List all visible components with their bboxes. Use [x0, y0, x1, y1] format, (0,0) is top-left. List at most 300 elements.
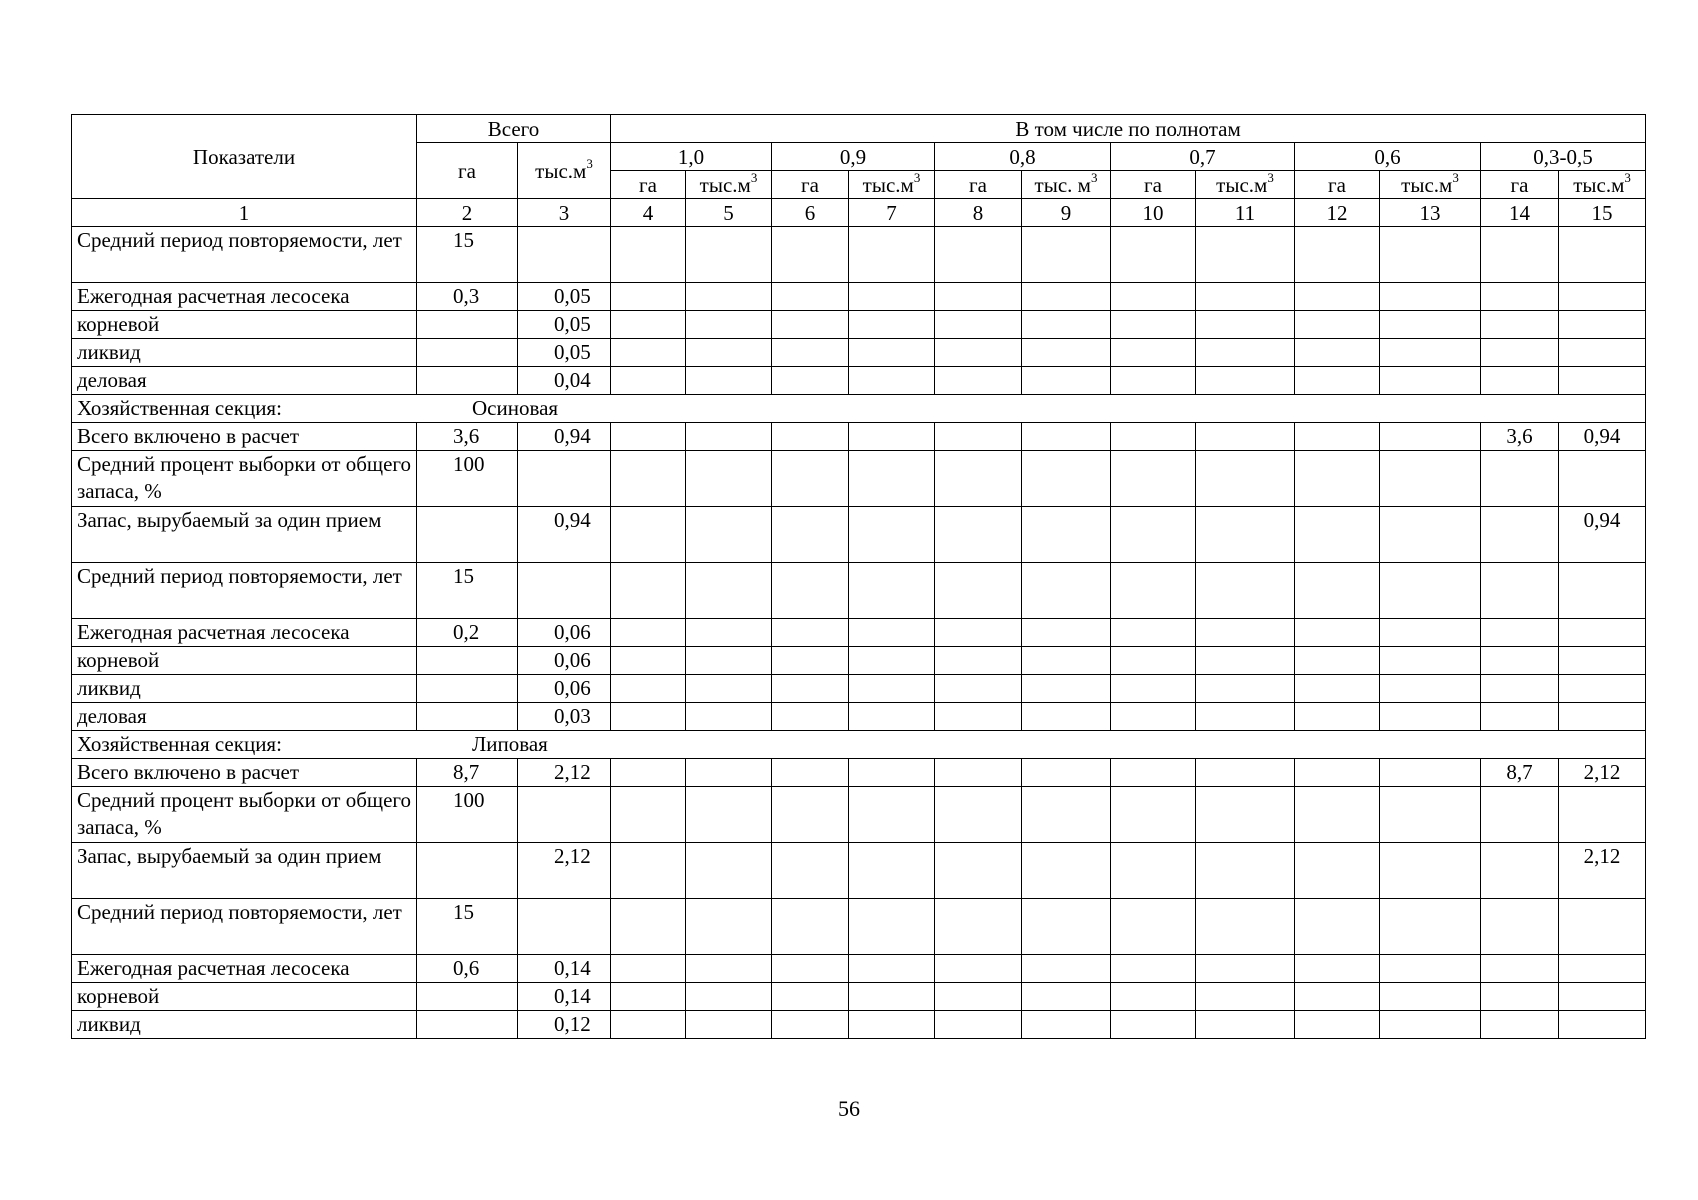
cell-total-ha	[417, 507, 518, 563]
cell-total-ha	[417, 1011, 518, 1039]
cell-empty	[849, 843, 935, 899]
cell-empty	[1111, 451, 1196, 507]
cell-empty	[935, 507, 1022, 563]
cell-total-ha: 8,7	[417, 759, 518, 787]
header-by-density: В том числе по полнотам	[611, 115, 1646, 143]
header-density-4: 0,7	[1111, 143, 1295, 171]
cell-empty	[1022, 675, 1111, 703]
cell-density-low-ha	[1481, 283, 1559, 311]
cell-empty	[1380, 283, 1481, 311]
cell-density-low-m3	[1559, 619, 1646, 647]
cell-total-m3: 0,06	[518, 619, 611, 647]
row-label: ликвид	[72, 339, 417, 367]
table-row	[72, 843, 1646, 899]
table-row	[72, 787, 1646, 843]
section-header-row	[72, 731, 1646, 759]
table-row	[72, 1011, 1646, 1039]
cell-total-ha: 15	[417, 227, 518, 283]
cell-density-low-ha	[1481, 955, 1559, 983]
cell-empty	[1295, 703, 1380, 731]
header-m3: тыс. $м^3$	[1022, 171, 1111, 199]
cell-total-m3: 0,14	[518, 983, 611, 1011]
cell-empty	[1380, 311, 1481, 339]
cell-empty	[611, 283, 686, 311]
cell-empty	[1111, 787, 1196, 843]
cell-density-low-ha	[1481, 983, 1559, 1011]
header-indicators: Показатели	[72, 115, 417, 199]
cell-density-low-ha	[1481, 1011, 1559, 1039]
cell-density-low-m3	[1559, 787, 1646, 843]
table-row	[72, 955, 1646, 983]
cell-empty	[1022, 339, 1111, 367]
row-label: Всего включено в расчет	[72, 423, 417, 451]
cell-empty	[1380, 675, 1481, 703]
cell-total-m3	[518, 563, 611, 619]
cell-density-low-ha	[1481, 311, 1559, 339]
cell-empty	[1022, 227, 1111, 283]
cell-empty	[1111, 423, 1196, 451]
row-label: ликвид	[72, 675, 417, 703]
cell-empty	[772, 227, 849, 283]
cell-empty	[1022, 451, 1111, 507]
cell-empty	[1022, 703, 1111, 731]
row-label: Средний период повторяемости, лет	[72, 899, 417, 955]
column-number-row	[72, 199, 1646, 227]
cell-total-ha: 100	[417, 787, 518, 843]
cell-empty	[1022, 423, 1111, 451]
cell-empty	[686, 955, 772, 983]
cell-empty	[686, 787, 772, 843]
cell-total-ha	[417, 675, 518, 703]
row-label: деловая	[72, 367, 417, 395]
cell-empty	[1022, 899, 1111, 955]
section-header	[72, 395, 1646, 423]
header-total: Всего	[417, 115, 611, 143]
cell-density-low-m3: 0,94	[1559, 423, 1646, 451]
cell-total-m3: 0,14	[518, 955, 611, 983]
cell-total-ha	[417, 311, 518, 339]
cell-empty	[1022, 1011, 1111, 1039]
cell-empty	[1022, 787, 1111, 843]
cell-empty	[1295, 787, 1380, 843]
cell-empty	[686, 227, 772, 283]
cell-empty	[849, 367, 935, 395]
cell-empty	[1022, 955, 1111, 983]
cell-empty	[1295, 1011, 1380, 1039]
cell-empty	[686, 899, 772, 955]
cell-empty	[1380, 367, 1481, 395]
cell-empty	[1380, 451, 1481, 507]
cell-density-low-ha	[1481, 703, 1559, 731]
cell-empty	[611, 703, 686, 731]
cell-empty	[935, 1011, 1022, 1039]
cell-empty	[1196, 283, 1295, 311]
cell-empty	[1196, 675, 1295, 703]
cell-empty	[849, 339, 935, 367]
cell-total-ha	[417, 647, 518, 675]
cell-empty	[772, 843, 849, 899]
cell-empty	[1111, 563, 1196, 619]
cell-empty	[1022, 647, 1111, 675]
cell-empty	[1111, 759, 1196, 787]
table-row	[72, 507, 1646, 563]
cell-empty	[1111, 955, 1196, 983]
cell-empty	[849, 507, 935, 563]
column-number: 4	[611, 199, 686, 227]
section-name: Липовая	[472, 732, 548, 756]
cell-empty	[1380, 507, 1481, 563]
cell-empty	[1111, 311, 1196, 339]
cell-empty	[849, 563, 935, 619]
cell-empty	[849, 1011, 935, 1039]
cell-empty	[611, 983, 686, 1011]
cell-density-low-ha: 3,6	[1481, 423, 1559, 451]
header-ha: га	[611, 171, 686, 199]
cell-empty	[1380, 1011, 1481, 1039]
cell-density-low-m3	[1559, 647, 1646, 675]
cell-empty	[935, 675, 1022, 703]
cell-empty	[849, 955, 935, 983]
cell-total-ha	[417, 843, 518, 899]
table-row	[72, 423, 1646, 451]
cell-empty	[1380, 227, 1481, 283]
cell-empty	[935, 311, 1022, 339]
cell-empty	[1196, 619, 1295, 647]
cell-empty	[849, 619, 935, 647]
header-m3: $тыс.м^3$	[849, 171, 935, 199]
cell-empty	[611, 451, 686, 507]
cell-empty	[1295, 367, 1380, 395]
cell-density-low-ha	[1481, 787, 1559, 843]
cell-empty	[1196, 507, 1295, 563]
cell-empty	[772, 451, 849, 507]
cell-empty	[772, 983, 849, 1011]
cell-empty	[1022, 759, 1111, 787]
row-label: Всего включено в расчет	[72, 759, 417, 787]
cell-empty	[772, 283, 849, 311]
cell-total-ha: 15	[417, 563, 518, 619]
cell-empty	[1111, 1011, 1196, 1039]
column-number: 5	[686, 199, 772, 227]
cell-empty	[1022, 563, 1111, 619]
cell-empty	[611, 507, 686, 563]
cell-density-low-m3	[1559, 675, 1646, 703]
cell-density-low-ha	[1481, 619, 1559, 647]
cell-empty	[1380, 759, 1481, 787]
cell-empty	[686, 759, 772, 787]
cell-density-low-m3: 2,12	[1559, 759, 1646, 787]
cell-empty	[1022, 843, 1111, 899]
cell-empty	[935, 283, 1022, 311]
cell-empty	[1022, 507, 1111, 563]
cell-density-low-m3	[1559, 227, 1646, 283]
row-label: корневой	[72, 983, 417, 1011]
header-density-5: 0,6	[1295, 143, 1481, 171]
cell-empty	[849, 983, 935, 1011]
cell-empty	[849, 787, 935, 843]
cell-empty	[1380, 899, 1481, 955]
cell-empty	[1111, 367, 1196, 395]
cell-total-m3: 0,05	[518, 339, 611, 367]
cell-empty	[1380, 423, 1481, 451]
cell-empty	[1111, 227, 1196, 283]
cell-empty	[1196, 983, 1295, 1011]
cell-empty	[1196, 563, 1295, 619]
cell-empty	[935, 423, 1022, 451]
cell-empty	[772, 423, 849, 451]
header-ha: га	[1481, 171, 1559, 199]
section-header	[72, 731, 1646, 759]
table-row	[72, 703, 1646, 731]
cell-empty	[849, 647, 935, 675]
cell-total-m3: 0,06	[518, 647, 611, 675]
cell-empty	[849, 899, 935, 955]
cell-empty	[686, 339, 772, 367]
cell-total-m3	[518, 227, 611, 283]
cell-density-low-ha	[1481, 367, 1559, 395]
cell-density-low-m3	[1559, 311, 1646, 339]
cell-empty	[849, 423, 935, 451]
cell-empty	[611, 843, 686, 899]
header-m3: $тыс.м^3$	[686, 171, 772, 199]
cell-empty	[1196, 759, 1295, 787]
cell-empty	[686, 675, 772, 703]
cell-total-m3: 0,12	[518, 1011, 611, 1039]
cell-empty	[772, 563, 849, 619]
cell-empty	[686, 311, 772, 339]
header-ha: га	[772, 171, 849, 199]
cell-total-ha: 0,6	[417, 955, 518, 983]
table-body	[72, 227, 1646, 1039]
cell-empty	[1196, 1011, 1295, 1039]
cell-empty	[1196, 423, 1295, 451]
cell-empty	[686, 507, 772, 563]
cell-empty	[1295, 563, 1380, 619]
cell-density-low-m3	[1559, 367, 1646, 395]
cell-total-ha: 3,6	[417, 423, 518, 451]
cell-empty	[611, 619, 686, 647]
cell-empty	[772, 899, 849, 955]
column-number: 12	[1295, 199, 1380, 227]
table-row	[72, 619, 1646, 647]
cell-empty	[1196, 339, 1295, 367]
cell-empty	[1295, 339, 1380, 367]
cell-density-low-m3	[1559, 955, 1646, 983]
cell-empty	[849, 311, 935, 339]
column-number: 15	[1559, 199, 1646, 227]
header-total-m3: $тыс.м^3$	[518, 143, 611, 199]
cell-empty	[935, 451, 1022, 507]
cell-empty	[686, 1011, 772, 1039]
header-m3: $тыс.м^3$	[1380, 171, 1481, 199]
cell-empty	[686, 619, 772, 647]
cell-empty	[1022, 619, 1111, 647]
cell-density-low-m3: 0,94	[1559, 507, 1646, 563]
header-m3: $тыс.м^3$	[1196, 171, 1295, 199]
cell-empty	[1295, 619, 1380, 647]
cell-empty	[611, 367, 686, 395]
cell-empty	[935, 983, 1022, 1011]
cell-empty	[1380, 703, 1481, 731]
cell-empty	[1295, 647, 1380, 675]
header-density-3: 0,8	[935, 143, 1111, 171]
cell-empty	[849, 283, 935, 311]
cell-empty	[849, 227, 935, 283]
cell-empty	[1295, 983, 1380, 1011]
table-row	[72, 451, 1646, 507]
cell-empty	[611, 955, 686, 983]
table-row	[72, 675, 1646, 703]
cell-empty	[1111, 647, 1196, 675]
cell-empty	[1380, 787, 1481, 843]
cell-empty	[772, 367, 849, 395]
cell-empty	[849, 675, 935, 703]
cell-empty	[935, 563, 1022, 619]
cell-total-ha: 0,3	[417, 283, 518, 311]
row-label: Средний процент выборки от общего запаса, %	[72, 787, 417, 843]
table-row	[72, 339, 1646, 367]
cell-empty	[1295, 955, 1380, 983]
cell-empty	[935, 367, 1022, 395]
table-row	[72, 283, 1646, 311]
cell-empty	[686, 423, 772, 451]
cell-empty	[772, 703, 849, 731]
cell-density-low-m3	[1559, 563, 1646, 619]
table-row	[72, 899, 1646, 955]
cell-empty	[935, 227, 1022, 283]
column-number: 8	[935, 199, 1022, 227]
cell-empty	[1196, 955, 1295, 983]
cell-empty	[1196, 227, 1295, 283]
table-row	[72, 759, 1646, 787]
cell-density-low-ha	[1481, 339, 1559, 367]
cell-empty	[1022, 311, 1111, 339]
column-number: 9	[1022, 199, 1111, 227]
column-number: 6	[772, 199, 849, 227]
cell-density-low-ha	[1481, 507, 1559, 563]
header-density-6: 0,3-0,5	[1481, 143, 1646, 171]
column-number: 13	[1380, 199, 1481, 227]
table-row	[72, 647, 1646, 675]
cell-empty	[611, 787, 686, 843]
cell-empty	[1295, 899, 1380, 955]
cell-total-ha	[417, 983, 518, 1011]
header-m3: $тыс.м^3$	[1559, 171, 1646, 199]
cell-total-ha	[417, 703, 518, 731]
section-name: Осиновая	[472, 396, 559, 420]
cell-empty	[686, 451, 772, 507]
cell-total-m3: 0,94	[518, 423, 611, 451]
cell-density-low-ha	[1481, 451, 1559, 507]
cell-empty	[611, 759, 686, 787]
cell-empty	[772, 787, 849, 843]
cell-empty	[611, 423, 686, 451]
header-ha: га	[1111, 171, 1196, 199]
table-row	[72, 227, 1646, 283]
cell-empty	[772, 1011, 849, 1039]
cell-empty	[1111, 675, 1196, 703]
cell-empty	[772, 311, 849, 339]
cell-total-m3: 0,05	[518, 311, 611, 339]
page-number: 56	[838, 1096, 860, 1121]
cell-empty	[611, 647, 686, 675]
cell-empty	[1111, 843, 1196, 899]
table-row	[72, 311, 1646, 339]
header-total-ha: га	[417, 143, 518, 199]
cell-empty	[772, 647, 849, 675]
cell-density-low-m3	[1559, 451, 1646, 507]
cell-empty	[1380, 955, 1481, 983]
cell-empty	[1295, 507, 1380, 563]
cell-density-low-ha	[1481, 675, 1559, 703]
cell-empty	[1295, 451, 1380, 507]
cell-empty	[686, 563, 772, 619]
cell-empty	[611, 227, 686, 283]
cell-empty	[1111, 283, 1196, 311]
cell-empty	[1111, 619, 1196, 647]
column-number: 1	[72, 199, 417, 227]
row-label: Запас, вырубаемый за один прием	[72, 507, 417, 563]
cell-density-low-m3	[1559, 339, 1646, 367]
cell-empty	[935, 647, 1022, 675]
cell-empty	[611, 339, 686, 367]
row-label: ликвид	[72, 1011, 417, 1039]
cell-total-m3: 0,03	[518, 703, 611, 731]
cell-empty	[772, 955, 849, 983]
table-row	[72, 983, 1646, 1011]
cell-empty	[1111, 507, 1196, 563]
cell-total-m3: 0,05	[518, 283, 611, 311]
cell-empty	[611, 563, 686, 619]
row-label: корневой	[72, 647, 417, 675]
cell-empty	[1111, 983, 1196, 1011]
cell-total-m3: 2,12	[518, 843, 611, 899]
cell-empty	[1022, 367, 1111, 395]
cell-empty	[1111, 703, 1196, 731]
cell-total-m3	[518, 451, 611, 507]
row-label: Средний процент выборки от общего запаса, %	[72, 451, 417, 507]
row-label: Ежегодная расчетная лесосека	[72, 955, 417, 983]
cell-density-low-m3	[1559, 983, 1646, 1011]
cell-empty	[611, 1011, 686, 1039]
cell-density-low-ha	[1481, 647, 1559, 675]
cell-empty	[1380, 843, 1481, 899]
header-ha: га	[935, 171, 1022, 199]
cell-empty	[1022, 983, 1111, 1011]
cell-empty	[686, 283, 772, 311]
cell-empty	[1295, 283, 1380, 311]
section-label: Хозяйственная секция:	[77, 732, 282, 756]
cell-density-low-m3	[1559, 1011, 1646, 1039]
cell-empty	[1380, 339, 1481, 367]
cell-empty	[772, 339, 849, 367]
cell-total-ha: 100	[417, 451, 518, 507]
header-ha: га	[1295, 171, 1380, 199]
row-label: Средний период повторяемости, лет	[72, 227, 417, 283]
cell-empty	[1196, 451, 1295, 507]
cell-empty	[1295, 227, 1380, 283]
cell-total-m3: 0,04	[518, 367, 611, 395]
cell-empty	[849, 759, 935, 787]
cell-empty	[772, 507, 849, 563]
cell-density-low-ha	[1481, 227, 1559, 283]
cell-empty	[1022, 283, 1111, 311]
cell-empty	[1111, 339, 1196, 367]
cell-total-ha	[417, 339, 518, 367]
cell-density-low-m3	[1559, 899, 1646, 955]
cell-total-ha: 0,2	[417, 619, 518, 647]
cell-density-low-ha	[1481, 899, 1559, 955]
